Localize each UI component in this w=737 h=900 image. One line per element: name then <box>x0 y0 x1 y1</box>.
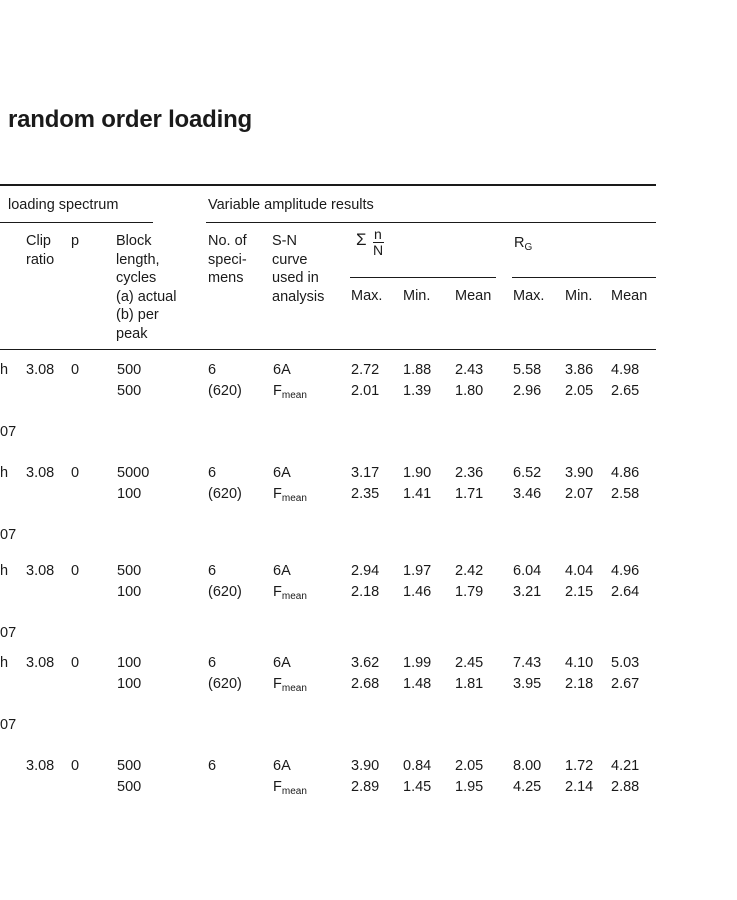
cell-rg-min: 2.07 <box>565 486 594 502</box>
row-fragment-after: 07 <box>0 527 17 543</box>
col-header-sn-line: S-N <box>272 233 297 249</box>
cell-sum-mean: 2.36 <box>455 465 484 481</box>
cell-rg-max: 3.46 <box>513 486 542 502</box>
sum-rule <box>350 277 496 278</box>
cell-clip-ratio: 3.08 <box>26 465 55 481</box>
cell-clip-ratio: 3.08 <box>26 758 55 774</box>
cell-rg-max: 6.52 <box>513 465 542 481</box>
cell-clip-ratio: 3.08 <box>26 655 55 671</box>
loading-spectrum-rule <box>0 222 153 223</box>
sigma-symbol: Σ <box>356 230 367 249</box>
col-header-block-line: Block <box>116 233 152 249</box>
cell-rg-max: 2.96 <box>513 383 542 399</box>
col-header-p: p <box>71 233 80 249</box>
col-header-sn-line: analysis <box>272 288 325 305</box>
col-header-clip-line: ratio <box>26 251 55 268</box>
cell-sum-max: 3.62 <box>351 655 380 671</box>
col-header-sum-min: Min. <box>403 288 431 304</box>
cell-rg-max: 7.43 <box>513 655 542 671</box>
col-header-specimens-line: mens <box>208 270 244 286</box>
cell-sum-max: 2.89 <box>351 779 380 795</box>
cell-sum-min: 1.88 <box>403 362 432 378</box>
col-header-sum-max: Max. <box>351 288 383 304</box>
cell-sum-max: 2.01 <box>351 383 380 399</box>
cell-p: 0 <box>71 563 80 579</box>
cell-specimens-note: (620) <box>208 486 242 502</box>
cell-specimens: 6 <box>208 655 217 671</box>
cell-specimens-note: (620) <box>208 676 242 692</box>
col-header-rg <box>514 234 532 258</box>
cell-sn-curve: 6A <box>273 362 291 378</box>
row-fragment-after: 07 <box>0 424 17 440</box>
rg-subscript: G <box>524 242 533 253</box>
row-fragment: h <box>0 563 9 579</box>
cell-rg-min: 1.72 <box>565 758 594 774</box>
cell-sum-min: 1.48 <box>403 676 432 692</box>
cell-sum-mean: 2.42 <box>455 563 484 579</box>
header-bottom-rule <box>0 349 656 350</box>
cell-block-actual: 500 <box>117 758 142 774</box>
cell-rg-mean: 4.96 <box>611 563 640 579</box>
col-header-sn-line: curve <box>272 251 308 268</box>
cell-rg-max: 6.04 <box>513 563 542 579</box>
col-header-sn-curve <box>272 232 324 306</box>
cell-block-actual: 500 <box>117 362 142 378</box>
cell-rg-min: 3.90 <box>565 465 594 481</box>
group-header-variable-amplitude: Variable amplitude results <box>208 197 374 213</box>
cell-sn-curve: 6A <box>273 465 291 481</box>
cell-sum-max: 2.35 <box>351 486 380 502</box>
row-fragment: h <box>0 465 9 481</box>
col-header-block <box>116 232 176 343</box>
cell-sum-max: 2.18 <box>351 584 380 600</box>
cell-sum-mean: 1.80 <box>455 383 484 399</box>
cell-block-per-peak: 100 <box>117 584 142 600</box>
cell-sum-min: 1.45 <box>403 779 432 795</box>
cell-rg-mean: 2.58 <box>611 486 640 502</box>
cell-sn-curve-mean: $F_{mean}$ <box>273 676 307 694</box>
cell-sum-min: 1.99 <box>403 655 432 671</box>
cell-clip-ratio: 3.08 <box>26 362 55 378</box>
cell-sum-mean: 2.43 <box>455 362 484 378</box>
cell-specimens: 6 <box>208 563 217 579</box>
cell-sum-min: 0.84 <box>403 758 432 774</box>
cell-sum-mean: 1.95 <box>455 779 484 795</box>
cell-block-per-peak: 500 <box>117 779 142 795</box>
cell-rg-min: 2.14 <box>565 779 594 795</box>
cell-rg-mean: 4.98 <box>611 362 640 378</box>
col-header-block-line: (a) actual <box>116 288 177 305</box>
fraction-denominator: N <box>373 242 384 258</box>
cell-rg-max: 3.21 <box>513 584 542 600</box>
cell-p: 0 <box>71 758 80 774</box>
cell-clip-ratio: 3.08 <box>26 563 55 579</box>
cell-sn-curve: 6A <box>273 758 291 774</box>
col-header-specimens-line: No. of <box>208 233 247 249</box>
cell-rg-max: 3.95 <box>513 676 542 692</box>
col-header-rg-max: Max. <box>513 288 545 304</box>
table-title: random order loading <box>8 106 253 133</box>
row-fragment-after: 07 <box>0 717 17 733</box>
cell-rg-mean: 2.64 <box>611 584 640 600</box>
col-header-block-line: peak <box>116 325 148 342</box>
cell-rg-max: 4.25 <box>513 779 542 795</box>
cell-rg-min: 2.05 <box>565 383 594 399</box>
cell-specimens: 6 <box>208 362 217 378</box>
rg-rule <box>512 277 656 278</box>
cell-sn-curve-mean: $F_{mean}$ <box>273 779 307 797</box>
cell-rg-mean: 4.86 <box>611 465 640 481</box>
cell-sum-max: 2.68 <box>351 676 380 692</box>
cell-sum-mean: 2.45 <box>455 655 484 671</box>
col-header-rg-min: Min. <box>565 288 593 304</box>
cell-specimens-note: (620) <box>208 383 242 399</box>
cell-block-per-peak: 100 <box>117 486 142 502</box>
cell-block-per-peak: 100 <box>117 676 142 692</box>
cell-sn-curve-mean: $F_{mean}$ <box>273 584 307 602</box>
cell-block-actual: 100 <box>117 655 142 671</box>
cell-rg-mean: 5.03 <box>611 655 640 671</box>
cell-rg-mean: 4.21 <box>611 758 640 774</box>
row-fragment-after: 07 <box>0 625 17 641</box>
group-header-loading-spectrum: loading spectrum <box>8 197 119 213</box>
cell-block-actual: 500 <box>117 563 142 579</box>
variable-amplitude-rule <box>206 222 656 223</box>
cell-sum-mean: 1.81 <box>455 676 484 692</box>
col-header-block-line: (b) per <box>116 307 159 323</box>
cell-rg-min: 2.18 <box>565 676 594 692</box>
cell-rg-min: 3.86 <box>565 362 594 378</box>
fraction-numerator: n <box>374 226 382 242</box>
cell-sum-min: 1.41 <box>403 486 432 502</box>
col-header-clip <box>26 232 54 269</box>
col-header-rg-mean: Mean <box>611 288 648 304</box>
cell-sum-min: 1.97 <box>403 563 432 579</box>
cell-rg-max: 8.00 <box>513 758 542 774</box>
cell-sum-min: 1.46 <box>403 584 432 600</box>
cell-sum-min: 1.39 <box>403 383 432 399</box>
rg-main: R <box>514 235 525 251</box>
cell-rg-max: 5.58 <box>513 362 542 378</box>
cell-block-actual: 5000 <box>117 465 150 481</box>
cell-rg-min: 4.04 <box>565 563 594 579</box>
col-header-block-line: cycles <box>116 270 157 286</box>
col-header-block-line: length, <box>116 251 160 268</box>
row-fragment: h <box>0 655 9 671</box>
cell-sum-mean: 2.05 <box>455 758 484 774</box>
cell-rg-min: 2.15 <box>565 584 594 600</box>
cell-p: 0 <box>71 465 80 481</box>
cell-p: 0 <box>71 362 80 378</box>
cell-rg-min: 4.10 <box>565 655 594 671</box>
col-header-specimens-line: speci- <box>208 251 247 268</box>
cell-sum-min: 1.90 <box>403 465 432 481</box>
cell-sn-curve: 6A <box>273 563 291 579</box>
col-header-sn-line: used in <box>272 270 319 286</box>
cell-sum-mean: 1.71 <box>455 486 484 502</box>
cell-rg-mean: 2.88 <box>611 779 640 795</box>
row-fragment: h <box>0 362 9 378</box>
col-header-clip-line: Clip <box>26 233 51 249</box>
cell-p: 0 <box>71 655 80 671</box>
cell-specimens: 6 <box>208 758 217 774</box>
col-header-specimens <box>208 232 247 288</box>
cell-specimens: 6 <box>208 465 217 481</box>
cell-sn-curve: 6A <box>273 655 291 671</box>
cell-sn-curve-mean: $F_{mean}$ <box>273 383 307 401</box>
cell-sum-mean: 1.79 <box>455 584 484 600</box>
cell-block-per-peak: 500 <box>117 383 142 399</box>
cell-sum-max: 2.94 <box>351 563 380 579</box>
top-rule <box>0 184 656 186</box>
cell-sum-max: 2.72 <box>351 362 380 378</box>
cell-specimens-note: (620) <box>208 584 242 600</box>
cell-sn-curve-mean: $F_{mean}$ <box>273 486 307 504</box>
cell-rg-mean: 2.67 <box>611 676 640 692</box>
cell-sum-max: 3.90 <box>351 758 380 774</box>
cell-rg-mean: 2.65 <box>611 383 640 399</box>
cell-sum-max: 3.17 <box>351 465 380 481</box>
col-header-sum-mean: Mean <box>455 288 492 304</box>
